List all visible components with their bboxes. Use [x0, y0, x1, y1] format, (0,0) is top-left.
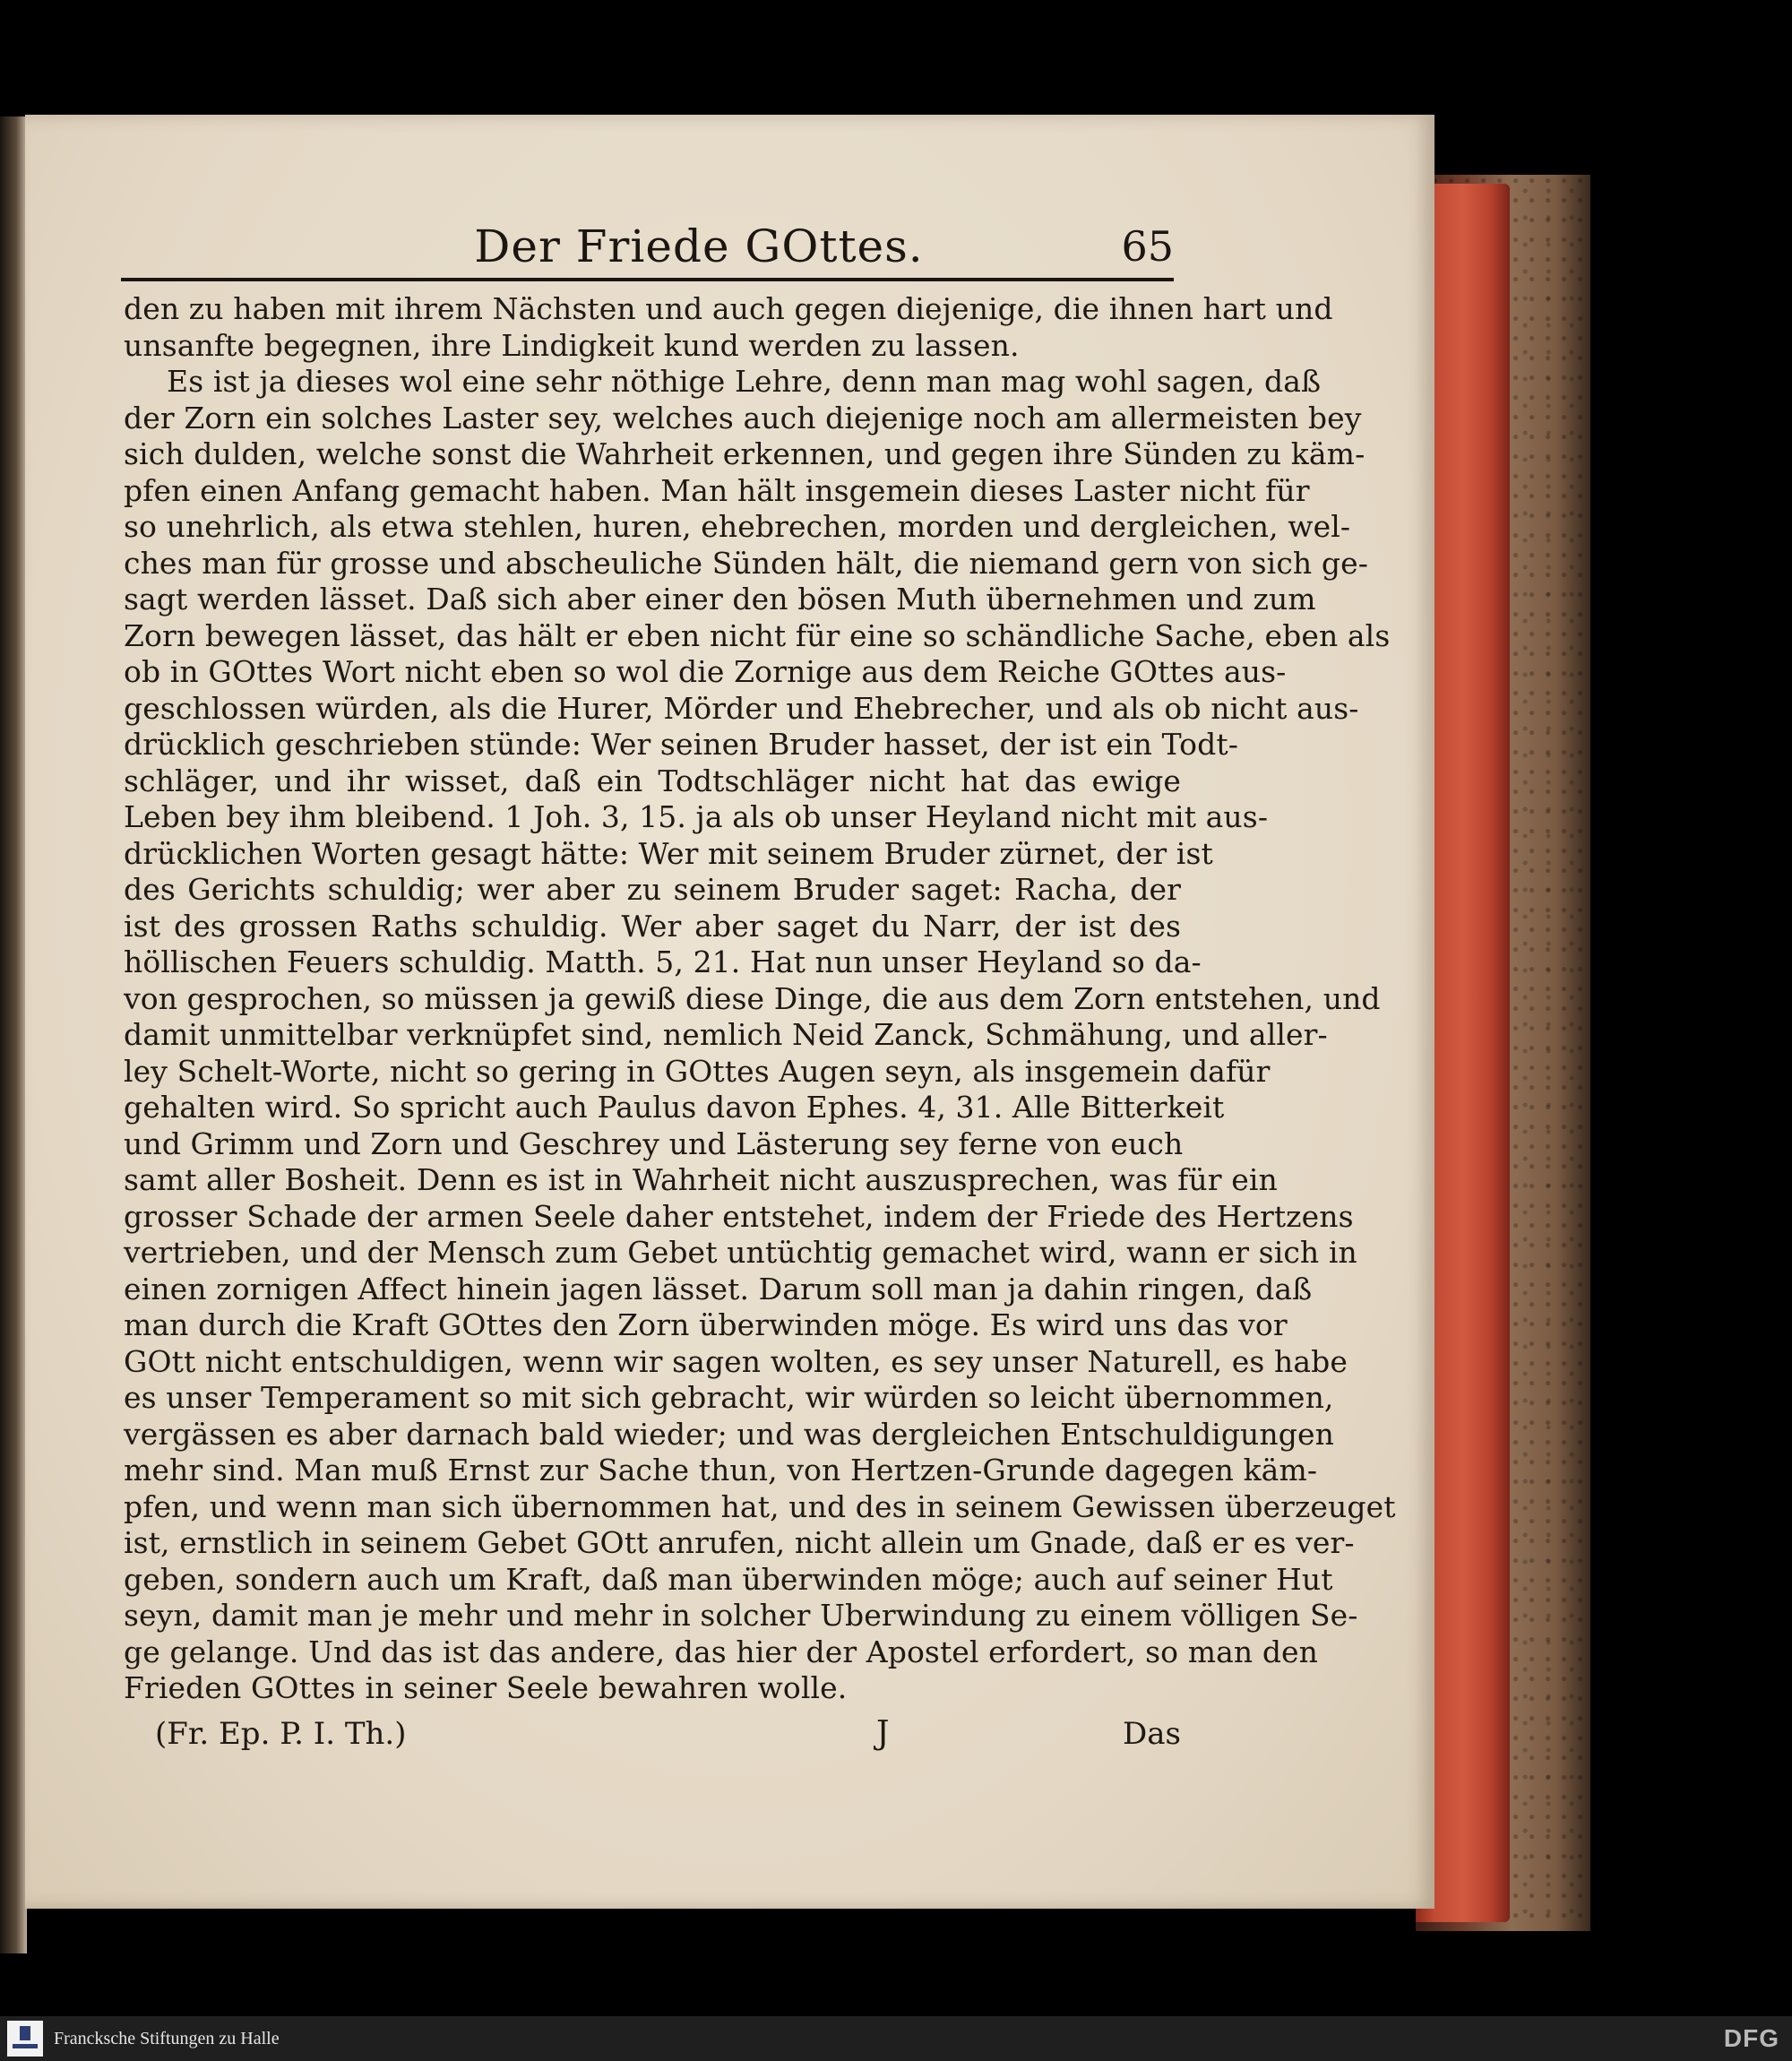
- left-page-edge: [0, 116, 27, 1953]
- dfg-logo-icon[interactable]: DFG: [1723, 2024, 1779, 2052]
- text-line: vertrieben, und der Mensch zum Gebet untüchtig gemachet wird, wann er sich in: [124, 1235, 1357, 1270]
- text-line: seyn, damit man je mehr und mehr in solcher Uberwindung zu einem völligen Se-: [124, 1598, 1358, 1633]
- text-line: es unser Temperament so mit sich gebracht, wir würden so leicht übernommen,: [124, 1380, 1334, 1415]
- text-line: ley Schelt-Worte, nicht so gering in GOttes Augen seyn, als insgemein dafür: [124, 1053, 1271, 1089]
- text-line: den zu haben mit ihrem Nächsten und auch gegen diejenige, die ihnen hart und: [124, 291, 1333, 326]
- text-line: pfen, und wenn man sich übernommen hat, und des in seinem Gewissen überzeuget: [124, 1488, 1396, 1524]
- text-line: damit unmittelbar verknüpfet sind, nemlich Neid Zanck, Schmähung, und aller-: [124, 1017, 1328, 1052]
- text-line: von gesprochen, so müssen ja gewiß diese Dinge, die aus dem Zorn entstehen, und: [124, 980, 1381, 1016]
- running-title: Der Friede GOttes.: [474, 220, 924, 272]
- text-line: samt aller Bosheit. Denn es ist in Wahrheit nicht auszusprechen, was für ein: [124, 1162, 1278, 1197]
- page-number: 65: [1121, 222, 1174, 271]
- text-line: und Grimm und Zorn und Geschrey und Lästerung sey ferne von euch: [124, 1125, 1184, 1161]
- text-line: ist, ernstlich in seinem Gebet GOtt anrufen, nicht allein um Gnade, daß er es ver-: [124, 1525, 1355, 1560]
- header-rule: [121, 278, 1174, 281]
- text-line: einen zornigen Affect hinein jagen lässet. Darum soll man ja dahin ringen, daß: [124, 1271, 1313, 1306]
- text-line: schläger, und ihr wisset, daß ein Todtschläger nicht hat das ewige: [124, 763, 1181, 798]
- text-line: gehalten wird. So spricht auch Paulus davon Ephes. 4, 31. Alle Bitterkeit: [124, 1090, 1225, 1125]
- text-line: mehr sind. Man muß Ernst zur Sache thun, von Hertzen-Grunde dagegen käm-: [124, 1453, 1318, 1488]
- text-line: GOtt nicht entschuldigen, wenn wir sagen wolten, es sey unser Naturell, es habe: [124, 1343, 1348, 1379]
- text-line: Zorn bewegen lässet, das hält er eben nicht für eine so schändliche Sache, eben als: [124, 617, 1391, 653]
- text-line: ge gelange. Und das ist das andere, das hier der Apostel erfordert, so man den: [124, 1634, 1319, 1669]
- text-line: Leben bey ihm bleibend. 1 Joh. 3, 15. ja als ob unser Heyland nicht mit aus-: [124, 799, 1269, 834]
- sheet-mark: J: [876, 1715, 890, 1752]
- page-footer: [124, 1712, 1181, 1756]
- page-header: [125, 215, 1174, 278]
- text-line: des Gerichts schuldig; wer aber zu seinem Bruder saget: Racha, der: [124, 872, 1181, 907]
- signature-mark: (Fr. Ep. P. I. Th.): [155, 1716, 407, 1752]
- text-line: Es ist ja dieses wol eine sehr nöthige Lehre, denn man mag wohl sagen, daß: [167, 364, 1322, 399]
- text-line: geschlossen würden, als die Hurer, Mörder und Ehebrecher, und als ob nicht aus-: [124, 690, 1359, 726]
- text-line: unsanfte begegnen, ihre Lindigkeit kund werden zu lassen.: [124, 327, 1020, 363]
- viewer-bottom-bar: [0, 2016, 1792, 2061]
- catchword: Das: [1123, 1716, 1181, 1752]
- text-line: höllischen Feuers schuldig. Matth. 5, 21. Hat nun unser Heyland so da-: [124, 944, 1202, 979]
- text-line: drücklich geschrieben stünde: Wer seinen Bruder hasset, der ist ein Todt-: [124, 727, 1238, 762]
- body-text: [124, 291, 1396, 1707]
- text-line: ist des grossen Raths schuldig. Wer aber saget du Narr, der ist des: [124, 908, 1181, 944]
- text-line: der Zorn ein solches Laster sey, welches auch diejenige noch am allermeisten bey: [124, 400, 1362, 435]
- text-line: pfen einen Anfang gemacht haben. Man hält insgemein dieses Laster nicht für: [124, 472, 1310, 508]
- text-line: so unehrlich, als etwa stehlen, huren, ehebrechen, morden und dergleichen, wel-: [124, 509, 1351, 544]
- text-line: vergässen es aber darnach bald wieder; und was dergleichen Entschuldigungen: [124, 1416, 1334, 1452]
- text-line: ob in GOttes Wort nicht eben so wol die Zornige aus dem Reiche GOttes aus-: [124, 654, 1287, 689]
- text-line: sagt werden lässet. Daß sich aber einer den bösen Muth übernehmen und zum: [124, 582, 1316, 617]
- text-line: grosser Schade der armen Seele daher entstehet, indem der Friede des Hertzens: [124, 1198, 1354, 1234]
- institution-logo-icon[interactable]: [7, 2021, 43, 2057]
- text-line: drücklichen Worten gesagt hätte: Wer mit seinem Bruder zürnet, der ist: [124, 835, 1213, 871]
- text-line: ches man für grosse und abscheuliche Sünden hält, die niemand gern von sich ge-: [124, 545, 1368, 581]
- text-line: geben, sondern auch um Kraft, daß man überwinden möge; auch auf seiner Hut: [124, 1561, 1333, 1597]
- text-line: sich dulden, welche sonst die Wahrheit erkennen, und gegen ihre Sünden zu käm-: [124, 436, 1366, 471]
- text-line: man durch die Kraft GOttes den Zorn überwinden möge. Es wird uns das vor: [124, 1307, 1288, 1342]
- text-line: Frieden GOttes in seiner Seele bewahren wolle.: [124, 1670, 848, 1705]
- institution-name[interactable]: Francksche Stiftungen zu Halle: [54, 2029, 280, 2048]
